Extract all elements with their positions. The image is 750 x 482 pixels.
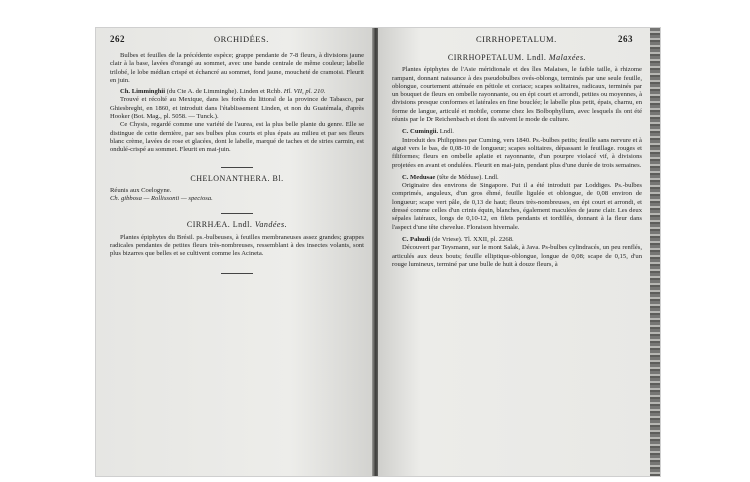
right-running-head: CIRRHOPETALUM.: [476, 34, 557, 44]
right-page-number: 263: [618, 34, 633, 44]
left-running-head: ORCHIDÉES.: [214, 34, 269, 44]
scanned-book-spread: [96, 28, 660, 476]
genus2-text: Plantes épiphytes du Brésil. ps.-bulbeuses, à feuilles membraneuses assez grandes; grappes radicales pendantes de petites fleurs très-nombreuses, ressemblant à des insectes volants, sont plus bizarres que belles et se cultivent comme les Acineta.: [110, 233, 364, 258]
divider: [221, 167, 253, 168]
genus2-title: CIRRHÆA. Lndl.: [186, 220, 253, 230]
right-title-text: CIRRHOPETALUM. Lndl.: [447, 53, 547, 62]
left-paragraph-1: Bulbes et feuilles de la précédente espèce; grappe pendante de 7-8 fleurs, à divisions jaune clair à la base, lavées d'orangé au sommet, avec une bande centrale de même couleur; labelle trilobé, le lobe médian crispé et échancré au sommet, fond jaune, moucheté de cramoisi. Fleurit en juin.: [110, 52, 364, 84]
left-page: [96, 28, 374, 476]
sp3-author: (de Vriese). Tl. XXII, pl. 2268.: [431, 235, 514, 243]
right-intro: Plantes épiphytes de l'Asie méridionale et des îles Malaises, le faible taille, à rhizome rampant, donnant naissance à des pseudobulbes ovés-oblongs, terminés par une seule feuille, oblongue, courtement atténuée en pétiole et coriace; scapes solitaires, radicaux, terminés par un bouquet de fleurs en ombelle rayonnante, ou en épi court et arrondi, petites ou moyennes, à divisions presque conformes et latérales en fine bouclée; le labelle plus petit, épais, charnu, en forme de langue, articulé et mobile, comme chez les Bolbophyllum, avec lesquels ils ont été réunis par le Dr Reichenbach et dont ils suivent le mode de culture.: [392, 66, 642, 124]
divider: [221, 213, 253, 214]
right-body: [392, 52, 642, 269]
genus-text: Réunis aux Coelogyne.: [110, 186, 172, 194]
sp1-text: Introduit des Philippines par Cuming, vers 1840. Ps.-bulbes petits; feuille sans nervure et à aiguë vers le bas, de 0,08-10 de longueur; scapes solitaires, dépassant le feuillage. rouges et filiformes; fleurs en ombelle aplatie et rayonnante, d'un pourpre violacé vif, à divisions projetées en avant et ondulées. Fleurit en mai-juin, pendant plus d'une durée de trois semaines.: [392, 136, 642, 169]
right-title: [392, 54, 642, 62]
genus-species: Ch. gibbosa — Rollissonii — speciosa.: [110, 195, 213, 203]
sp1-heading: [392, 128, 642, 136]
genus-title: CHELONANTHERA. Bl.: [190, 173, 284, 183]
sp1-name: C. Cumingii.: [402, 128, 439, 136]
sp2-heading: [392, 174, 642, 182]
divider: [221, 273, 253, 274]
sp1-author: Lndl.: [439, 128, 454, 136]
sp3-text: Découvert par Teysmann, sur le mont Salak, à Java. Ps-bulbes cylindracés, un peu renflés, articulés aux deux bouts; feuille elliptique-oblongue, longue de 0,08; scape de 0,15, d'un rouge lumineux, terminé par une bulle de huit à douze fleurs, à: [392, 244, 642, 268]
page-edge: [650, 28, 660, 476]
sp3-heading: [392, 236, 642, 244]
genus2-subtitle: Vandées.: [254, 220, 288, 230]
sp2-author: (tête de Méduse). Lndl.: [437, 173, 499, 181]
genus2-heading: [110, 221, 364, 229]
sp2-name: C. Medusae: [402, 173, 436, 181]
species-heading: [110, 88, 364, 96]
sp3-name: C. Pahudi: [402, 235, 431, 243]
left-paragraph-2: Trouvé et récolté au Mexique, dans les forêts du littoral de la province de Tabasco, par Ghiesbreght, en 1860, et introduit dans l'établissement Linden, et non du Guatémala, d'après Hooker (Bot. Mag., pl. 5058. — Tunck.).: [110, 96, 364, 121]
species-ref: Hl. VII, pl. 210.: [283, 88, 326, 96]
left-page-number: 262: [110, 34, 125, 44]
right-title-sub: Malaxées.: [548, 53, 587, 62]
species-name: Ch. Limminghii: [120, 88, 166, 96]
left-body: [110, 52, 364, 281]
right-page: [378, 28, 660, 476]
species-author: (du Cte A. de Limminghe). Linden et Rchb.: [166, 88, 283, 96]
left-paragraph-3: Ce Chysis, regardé comme une variété de l'aurea, est la plus belle plante du genre. Elle se distingue de cette dernière, par ses bulbes plus courts et plus épais au milieu et par ses fleurs blanc crème, lavées de rose et glacées, dont le labelle, marqué de taches et de stries carmin, est ondulé-crispé au sommet. Fleurit en mai-juin.: [110, 121, 364, 154]
sp2-text: Originaire des environs de Singapore. Fut il a été introduit par Loddiges. Ps.-bulbes comprimés, anguleux, d'un gros éhmé, feuille ligulée et oblongue, de 0,08 environ de longueur; scape vert pâle, de 0,13 de haut; fleurs très-nombreuses, en épi court et arrondi, et dressé comme celles d'un crinis équin, blanches, également maculées de jaune clair. Les deux sépales latéraux, longs de 0,10-12, en filets pendants et tordillés, donnant à la fleur dans l'aspect d'une tête chevelue. Floraison hivernale.: [392, 182, 642, 231]
